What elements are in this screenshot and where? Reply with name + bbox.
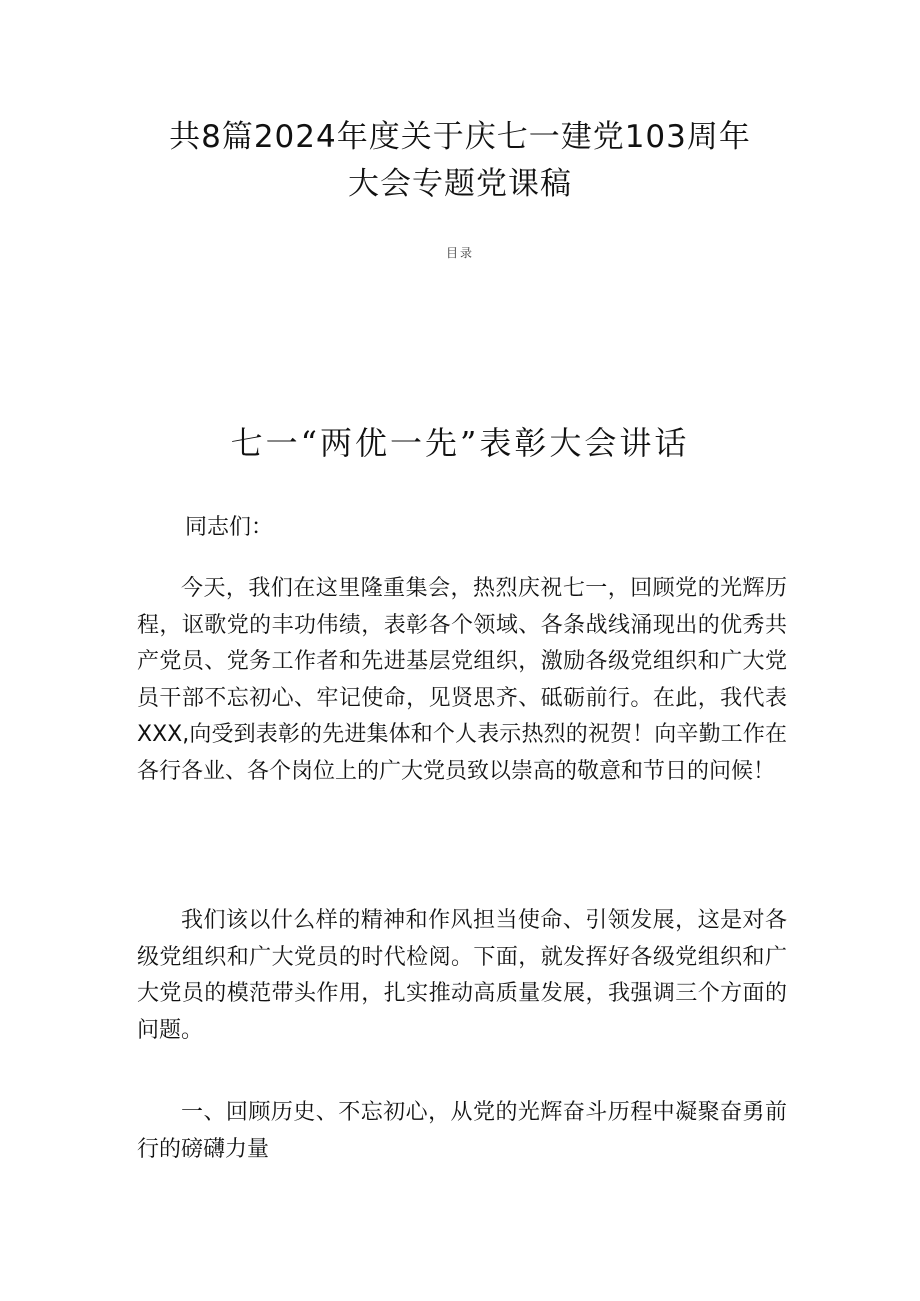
table-of-contents-label: 目录 [445,246,474,260]
document-title-line2: 大会专题党课稿 [348,166,572,202]
salutation: 同志们： [185,515,274,540]
body-paragraph: 我们该以什么样的精神和作风担当使命、引领发展，这是对各级党组织和广大党员的时代检阅。下面，就发挥好各级党组织和广大党员的模范带头作用，扎实推动高质量发展，我强调三个方面的问题。 [137,908,787,1043]
section-heading-paragraph: 一、回顾历史、不忘初心，从党的光辉奋斗历程中凝聚奋勇前行的磅礴力量 [137,1100,787,1162]
speech-title: 七一“两优一先”表彰大会讲话 [230,424,690,462]
document-title-line1: 共8篇2024年度关于庆七一建党103周年 [169,119,751,155]
body-paragraph: 今天，我们在这里隆重集会，热烈庆祝七一，回顾党的光辉历程，讴歌党的丰功伟绩，表彰各个领域、各条战线涌现出的优秀共产党员、党务工作者和先进基层党组织，激励各级党组织和广大党员干部不忘初心、牢记使命，见贤思齐、砥砺前行。在此，我代表XXX,向受到表彰的先进集体和个人表示热烈的祝贺！向辛勤工作在各行各业、各个岗位上的广大党员致以崇高的敬意和节日的问候！ [137,576,787,784]
